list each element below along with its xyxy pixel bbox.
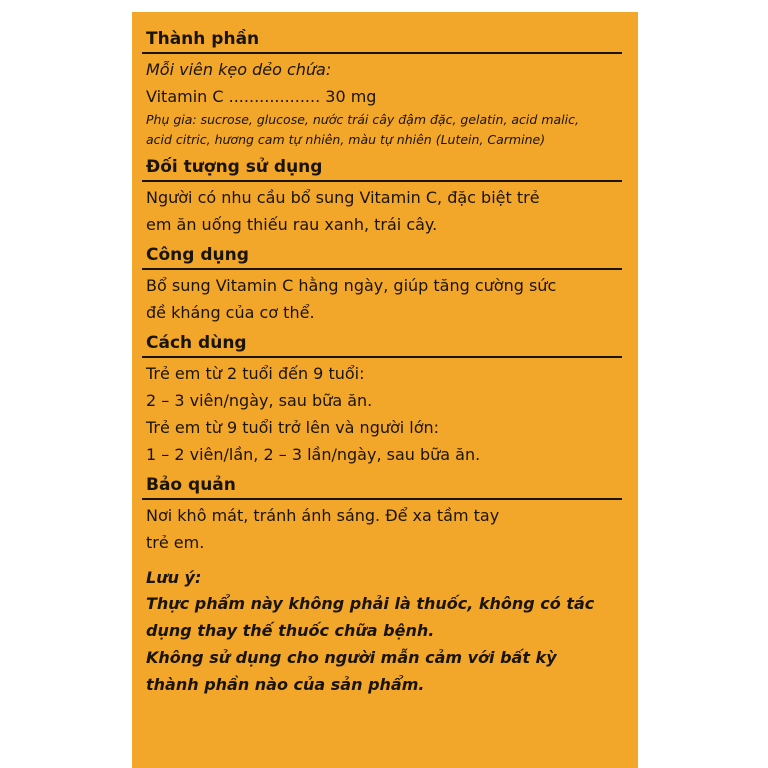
target-users-line-2: em ăn uống thiếu rau xanh, trái cây. [146,215,438,234]
dosage-heading: Cách dùng [146,333,247,353]
ingredients-heading: Thành phần [146,29,260,49]
uses-line-1: Bổ sung Vitamin C hằng ngày, giúp tăng cường sức [146,276,557,295]
note-line-2: dụng thay thế thuốc chữa bệnh. [146,621,435,640]
note-line-4: thành phần nào của sản phẩm. [146,675,425,694]
target-users-line-1: Người có nhu cầu bổ sung Vitamin C, đặc biệt trẻ [146,188,540,207]
dosage-line-1: Trẻ em từ 2 tuổi đến 9 tuổi: [146,364,365,383]
uses-section [142,238,622,326]
dosage-line-4: 1 – 2 viên/lần, 2 – 3 lần/ngày, sau bữa ăn. [146,445,481,464]
target-users-divider [142,180,622,182]
storage-section [142,468,622,556]
note-line-1: Thực phẩm này không phải là thuốc, không có tác [146,594,595,613]
target-users-heading: Đối tượng sử dụng [146,157,323,177]
storage-line-2: trẻ em. [146,533,205,552]
note-section [142,566,622,698]
product-label-panel [132,12,638,768]
storage-heading: Bảo quản [146,475,236,495]
note-line-3: Không sử dụng cho người mẫn cảm với bất kỳ [146,648,557,667]
storage-line-1: Nơi khô mát, tránh ánh sáng. Để xa tầm tay [146,506,500,525]
uses-line-2: đề kháng của cơ thể. [146,303,315,322]
ingredients-section [142,22,622,150]
dosage-line-2: 2 – 3 viên/ngày, sau bữa ăn. [146,391,373,410]
additives-line-1: Phụ gia: sucrose, glucose, nước trái cây đậm đặc, gelatin, acid malic, [146,112,579,127]
vitamin-c-amount: Vitamin C .................. 30 mg [146,87,377,106]
ingredients-intro: Mỗi viên kẹo dẻo chứa: [146,60,332,79]
storage-divider [142,498,622,500]
additives-line-2: acid citric, hương cam tự nhiên, màu tự nhiên (Lutein, Carmine) [146,132,546,147]
uses-divider [142,268,622,270]
dosage-divider [142,356,622,358]
note-title: Lưu ý: [146,568,202,587]
target-users-section [142,150,622,238]
uses-heading: Công dụng [146,245,249,265]
dosage-section [142,326,622,468]
ingredients-divider [142,52,622,54]
dosage-line-3: Trẻ em từ 9 tuổi trở lên và người lớn: [146,418,440,437]
